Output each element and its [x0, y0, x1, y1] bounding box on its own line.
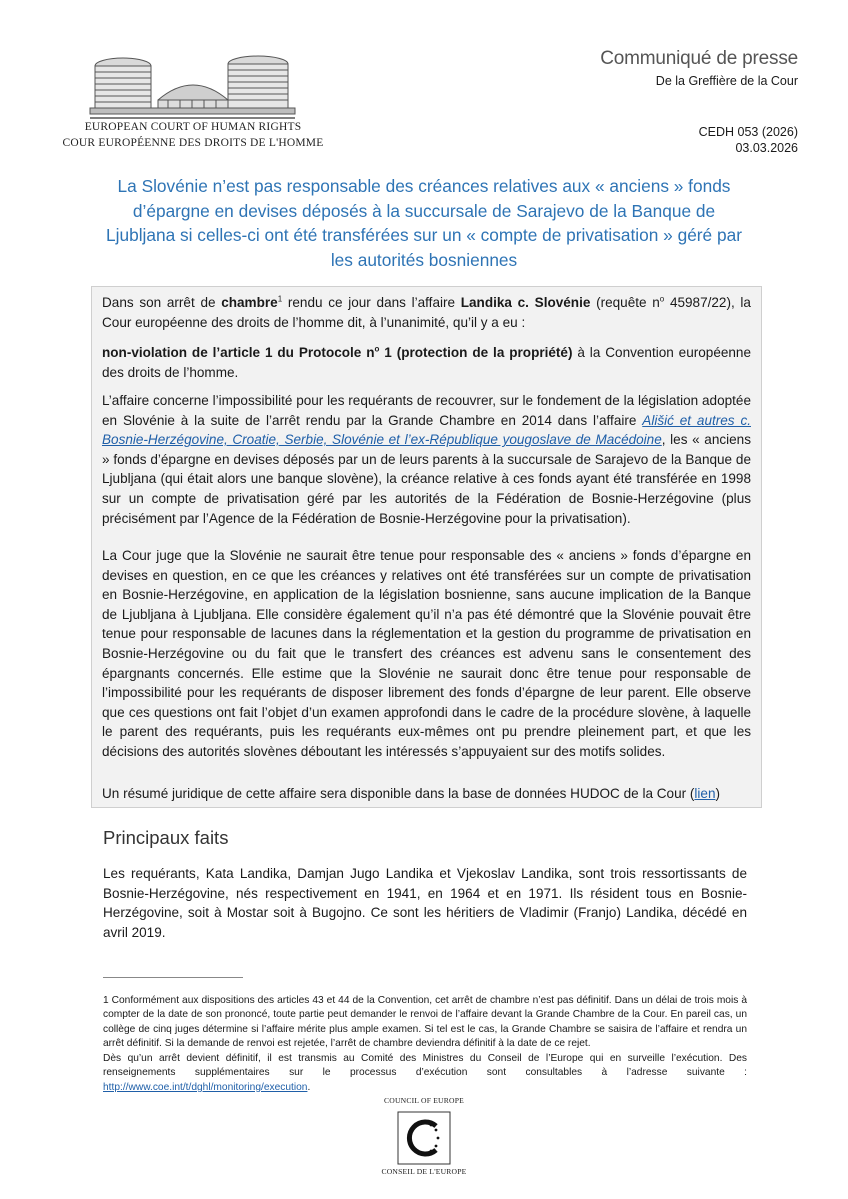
hudoc-link[interactable]: lien [694, 786, 716, 801]
coe-name-en: COUNCIL OF EUROPE [384, 1096, 464, 1105]
section-title-facts: Principaux faits [103, 827, 229, 848]
echr-building-logo [88, 50, 298, 130]
council-of-europe-logo [396, 1110, 452, 1166]
footnote-execution: Dès qu’un arrêt devient définitif, il est transmis au Comité des Ministres du Conseil de l’Europe qui en surveille l’exécution. Des renseignements supplémentaires sur le processus d’exécution sont consultables à l’adresse suivante : http://www.coe.int/t/dghl/monitoring/execution. [103, 1053, 747, 1093]
summary-finding: non-violation de l’article 1 du Protocole $n^o$ 1 (protection de la propriété) à la Convention européenne des droits de l’homme. [102, 344, 751, 380]
footnote-divider [103, 977, 243, 978]
press-release-title: Communiqué de presse [600, 48, 798, 69]
summary-case-description: L’affaire concerne l’impossibilité pour les requérants de recouvrer, sur le fondement de la législation adoptée en Slovénie à la suite de l’arrêt rendu par la Grande Chambre en 2014 dans l’affaire Ališić et autres c. Bosnie-Herzégovine, Croatie, Serbie, Slovénie et l’ex-République yougoslave de Macédoine, les « anciens » fonds d’épargne en devises déposés par un de leurs parents à la succursale de Sarajevo de la Banque de Ljubljana (qui était alors une banque slovène), la créance relative à ces fonds ayant été transférée en 1998 sur un compte de privatisation géré par les autorités de la Fédération de Bosnie-Herzégovine (plus précisément par l’Agence de la Fédération de Bosnie-Herzégovine pour la privatisation). [102, 393, 751, 526]
court-name-fr: COUR EUROPÉENNE DES DROITS DE L'HOMME [62, 137, 324, 149]
alisic-case-link[interactable]: Ališić et autres c. Bosnie-Herzégovine, Croatie, Serbie, Slovénie et l’ex-République yougoslave de Macédoine [102, 412, 751, 448]
release-date: 03.03.2026 [735, 141, 798, 155]
facts-paragraph: Les requérants, Kata Landika, Damjan Jugo Landika et Vjekoslav Landika, sont trois ressortissants de Bosnie-Herzégovine, nés respectivement en 1941, en 1964 et en 1971. Ils résident tous en Bosnie-Herzégovine, soit à Mostar soit à Bugojno. Ce sont les héritiers de Vladimir (Franjo) Landika, décédé en avril 2019. [103, 866, 747, 940]
coe-name-fr: CONSEIL DE L'EUROPE [381, 1167, 467, 1176]
summary-hudoc-note: Un résumé juridique de cette affaire sera disponible dans la base de données HUDOC de la Cour (lien) [102, 786, 720, 801]
footnote-ref[interactable]: 1 [277, 294, 283, 304]
press-release-subtitle: De la Greffière de la Cour [655, 74, 798, 88]
summary-box [91, 286, 762, 808]
execution-link[interactable]: http://www.coe.int/t/dghl/monitoring/execution [103, 1081, 308, 1093]
summary-court-reasoning: La Cour juge que la Slovénie ne saurait être tenue pour responsable des « anciens » fonds d’épargne en devises en question, en ce que les créances y relatives ont été transférées sur un compte de privatisation en Bosnie-Herzégovine, en application de la législation bosnienne, sans aucune implication de la Banque de Ljubljana à Ljubljana. Elle considère également qu’il n’a pas été démontré que la Slovénie pouvait être tenue pour responsable de lacunes dans la réglementation et la gestion du programme de privatisation en Bosnie-Herzégovine ou du fait que le transfert des créances est advenu sans le consentement des épargnants concernés. Elle estime que la Slovénie ne saurait donc être tenue pour responsable de l’impossibilité pour les requérants de disposer librement des fonds d’épargne de leur parent. Elle observe que ces questions ont fait l’objet d’un examen approfondi dans le cadre de la procédure slovène, à laquelle le parent des requérants, puis les requérants eux-mêmes ont pu prendre pleinement part, et que les décisions des autorités slovènes déboutant les intéressés s’appuyaient sur des motifs solides. [102, 548, 751, 759]
footnote-1: 1 Conformément aux dispositions des articles 43 et 44 de la Convention, cet arrêt de chambre n’est pas définitif. Dans un délai de trois mois à compter de la date de son prononcé, toute partie peut demander le renvoi de l’affaire devant la Grande Chambre de la Cour. En pareil cas, un collège de cinq juges détermine si l’affaire mérite plus ample examen. Si tel est le cas, la Grande Chambre se saisira de l’affaire et rendra un arrêt définitif. Si la demande de renvoi est rejetée, l’arrêt de chambre deviendra définitif à la date de ce rejet. [103, 995, 747, 1050]
reference-number: CEDH 053 (2026) [698, 125, 798, 139]
court-name-en: EUROPEAN COURT OF HUMAN RIGHTS [84, 121, 302, 133]
summary-intro: Dans son arrêt de chambre$^1$ rendu ce jour dans l’affaire Landika c. Slovénie (requête $n^o$ 45987/22), la Cour européenne des droits de l’homme dit, à l’unanimité, qu’il y a eu : [102, 294, 751, 330]
headline: La Slovénie n’est pas responsable des créances relatives aux « anciens » fonds d’épargne en devises déposés à la succursale de Sarajevo de la Banque de Ljubljana si celles-ci ont été transférées sur un « compte de privatisation » géré par les autorités bosniennes [106, 176, 742, 270]
